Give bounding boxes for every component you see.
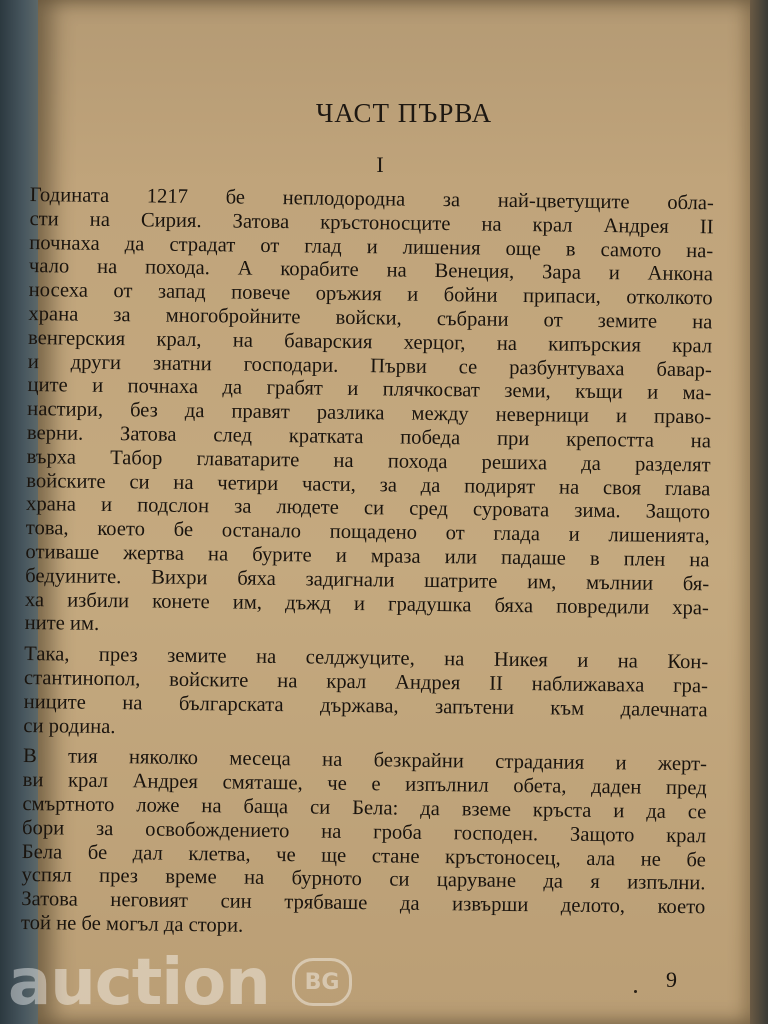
text-line: и други знатни господари. Първи се разбунтуваха бавар- [27,350,712,381]
text-line: храна за многобройните войски, събрани от земите на [28,302,713,334]
text-line: стантинопол, войските на крал Андрея II наближаваха гра- [23,666,709,698]
paragraph [21,745,707,944]
text-line: войските си на четири части, за да подирят на своя глава [26,469,711,500]
text-line: смъртното ложе на баща си Бела: да вземе кръста и да се [22,792,707,824]
text-line: върха Табор главатарите на похода решиха да разделят [26,445,711,477]
text-line: успял през време на бурното си царуване да я изпълни. [21,864,706,895]
text-line: верни. Затова след кратката победа при крепостта на [26,421,712,453]
part-title: ЧАСТ ПЪРВА [315,98,493,128]
paragraph [24,184,713,644]
text-line: чало на похода. А корабите на Венеция, Зара и Анкона [28,255,714,286]
text-line: храна и подслон за людете си сред суровата зима. Защото [25,493,711,524]
text-line: Затова неговият син трябваше да извърши делото, което [21,888,706,919]
text-line: бори за освобождението на гроба господен. Защото крал [22,816,707,848]
text-line: настири, без да правят разлика между неверници и право- [27,398,712,429]
body-text [21,184,714,944]
text-line: ха избили конете им, дъжд и градушка бяха повредили хра- [24,588,710,619]
page-number: 9 [666,967,677,992]
text-line: ните им. [24,612,100,636]
text-line: той не бе могъл да стори. [20,911,244,937]
ink-speck [634,990,637,993]
watermark-badge: BG [292,958,352,1006]
text-line: Така, през земите на селджуците, на Никея и на Кон- [24,643,709,674]
text-line: носеха от запад повече оръжия и бойни припаси, отколкото [28,279,713,310]
text-line: Годината 1217 бе неплодородна за най-цветущите обла- [29,184,714,215]
watermark-logo: auction [8,946,270,1020]
text-line: ниците на българската държава, запътени към далечната [23,690,708,722]
text-line: Бела бе дал клетва, че ще стане кръстоносец, ала не бе [21,840,706,871]
text-line: това, което бе останало пощадено от глада и лишенията, [25,517,710,548]
text-line: бедуините. Вихри бяха задигнали шатрите им, мълнии бя- [25,564,710,596]
text-line: сти на Сирия. Затова кръстоносците на крал Андрея II [29,207,714,239]
text-line: ви крал Андрея смяташе, че е изпълнил обета, даден пред [22,769,707,800]
text-line: почнаха да страдат от глад и лишения още в самото на- [29,231,714,262]
text-line: В тия няколко месеца на безкрайни страдания и жерт- [22,745,708,776]
paragraph [23,643,708,747]
text-line: ците и почнаха да грабят и плячкосват земи, къщи и ма- [27,374,712,405]
chapter-number: I [376,152,384,177]
text-line: си родина. [23,714,116,738]
text-line: венгерския крал, на баварския херцог, на кипърския крал [27,326,713,358]
text-line: отиваше жертва на бурите и мраза или падаше в плен на [25,540,710,572]
